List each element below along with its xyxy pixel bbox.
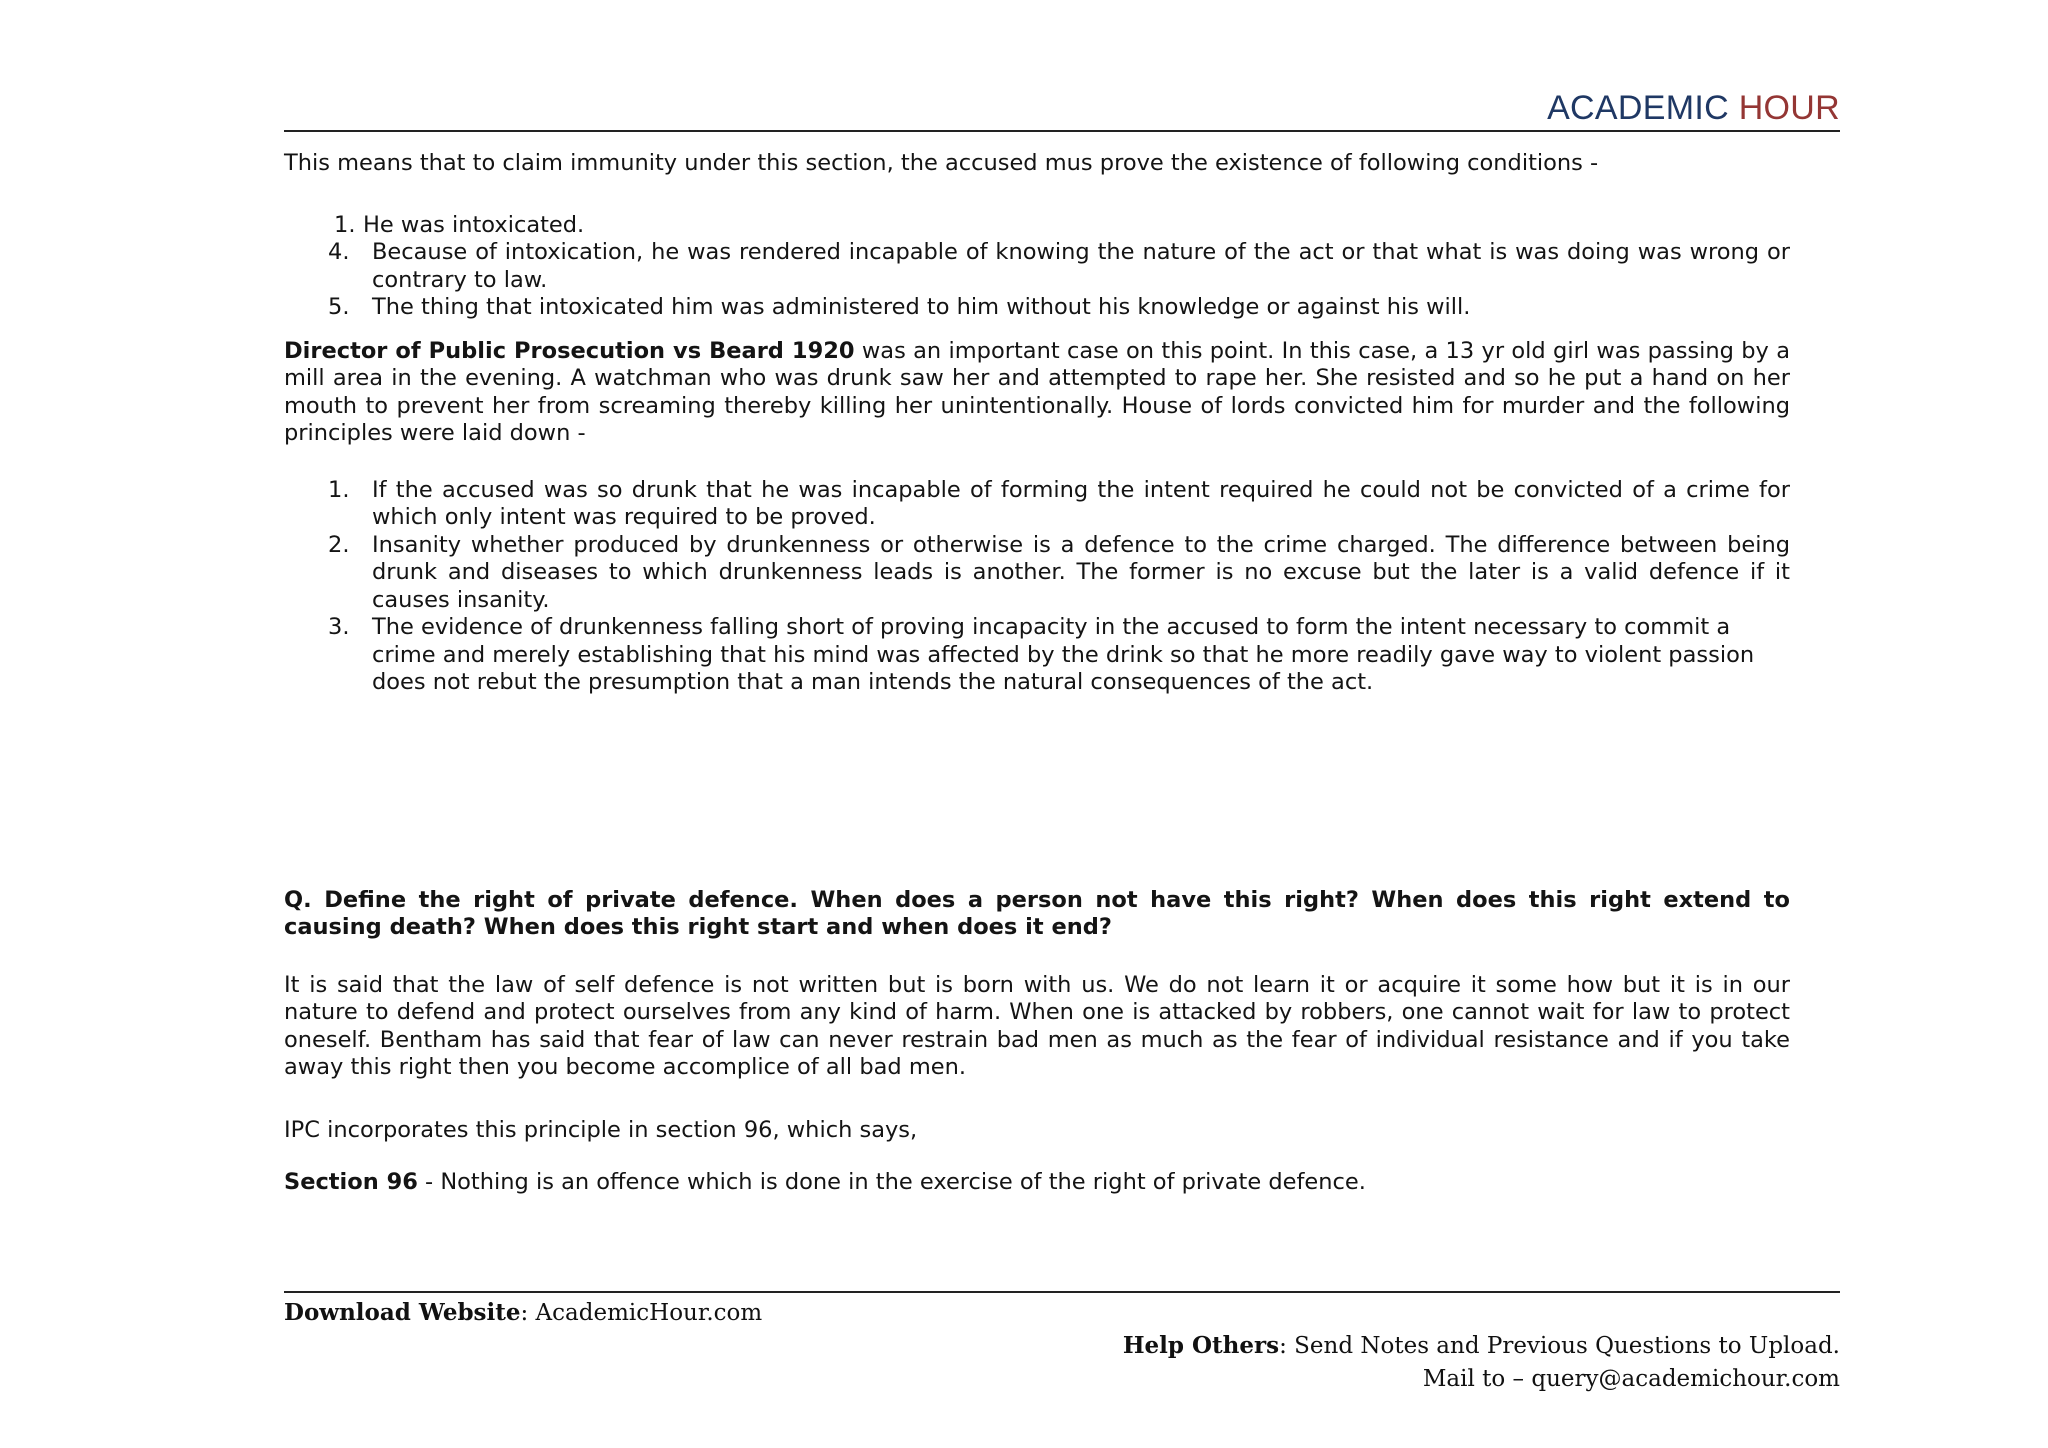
answer-paragraph: It is said that the law of self defence is not written but is born with us. We do not learn it or acquire it some how but it is in our nature to defend and protect ourselves from any kind of harm. When one is attacked by robbers, one cannot wait for law to protect oneself. Bentham has said that fear of law can never restrain bad men as much as the fear of individual resistance and if you take away this right then you become accomplice of all bad men.: [284, 971, 1790, 1080]
page-content: [284, 150, 1790, 1197]
brand-academic: ACADEMIC: [1547, 89, 1729, 127]
list-item: 1. He was intoxicated.: [334, 211, 585, 238]
list-item: 4. Because of intoxication, he was rendered incapable of knowing the nature of the act or that what is was doing was wrong or contrary to law.: [328, 239, 1790, 293]
section-96: Section 96 - Nothing is an offence which is done in the exercise of the right of private defence.: [284, 1169, 1366, 1195]
case-title: Director of Public Prosecution vs Beard 1920: [284, 337, 855, 364]
help-line: Help Others: Send Notes and Previous Questions to Upload.: [1122, 1332, 1840, 1359]
header-divider: [284, 130, 1840, 132]
download-link[interactable]: : AcademicHour.com: [520, 1300, 763, 1326]
principles-list: [284, 477, 1790, 697]
conditions-list: [284, 212, 1790, 322]
list-item: 3. The evidence of drunkenness falling short of proving incapacity in the accused to form the intent necessary to commit a crime and merely establishing that his mind was affected by the drink so that he more readily gave way to violent passion does not rebut the presumption that a man intends the natural consequences of the act.: [328, 614, 1755, 695]
brand-hour: HOUR: [1738, 89, 1840, 127]
footer-download: [284, 1297, 762, 1329]
list-item: 2. Insanity whether produced by drunkenness or otherwise is a defence to the crime charged. The difference between being drunk and diseases to which drunkenness leads is another. The former is no excuse but the later is a valid defence if it causes insanity.: [328, 531, 1790, 613]
mail-line[interactable]: Mail to – query@academichour.com: [1422, 1366, 1840, 1392]
intro-paragraph: This means that to claim immunity under this section, the accused mus prove the existence of following conditions -: [284, 150, 1599, 176]
footer-help: [1123, 1329, 1840, 1396]
case-paragraph: Director of Public Prosecution vs Beard 1920 was an important case on this point. In this case, a 13 yr old girl was passing by a mill area in the evening. A watchman who was drunk saw her and attempted to rape her. She resisted and so he put a hand on her mouth to prevent her from screaming thereby killing her unintentionally. House of lords convicted him for murder and the following principles were laid down -: [284, 337, 1790, 446]
download-label: Download Website: [284, 1299, 521, 1326]
ipc-line: IPC incorporates this principle in section 96, which says,: [284, 1116, 918, 1143]
question-heading: Q. Define the right of private defence. When does a person not have this right? When does this right extend to causing death? When does this right start and when does it end?: [284, 886, 1790, 940]
help-label: Help Others: [1122, 1332, 1280, 1359]
list-item: 1. If the accused was so drunk that he was incapable of forming the intent required he could not be convicted of a crime for which only intent was required to be proved.: [328, 476, 1790, 530]
section-label: Section 96: [284, 1169, 418, 1195]
footer-divider: [284, 1291, 1840, 1293]
brand-logo: [284, 88, 1840, 128]
list-item: 5. The thing that intoxicated him was administered to him without his knowledge or against his will.: [328, 294, 1471, 320]
